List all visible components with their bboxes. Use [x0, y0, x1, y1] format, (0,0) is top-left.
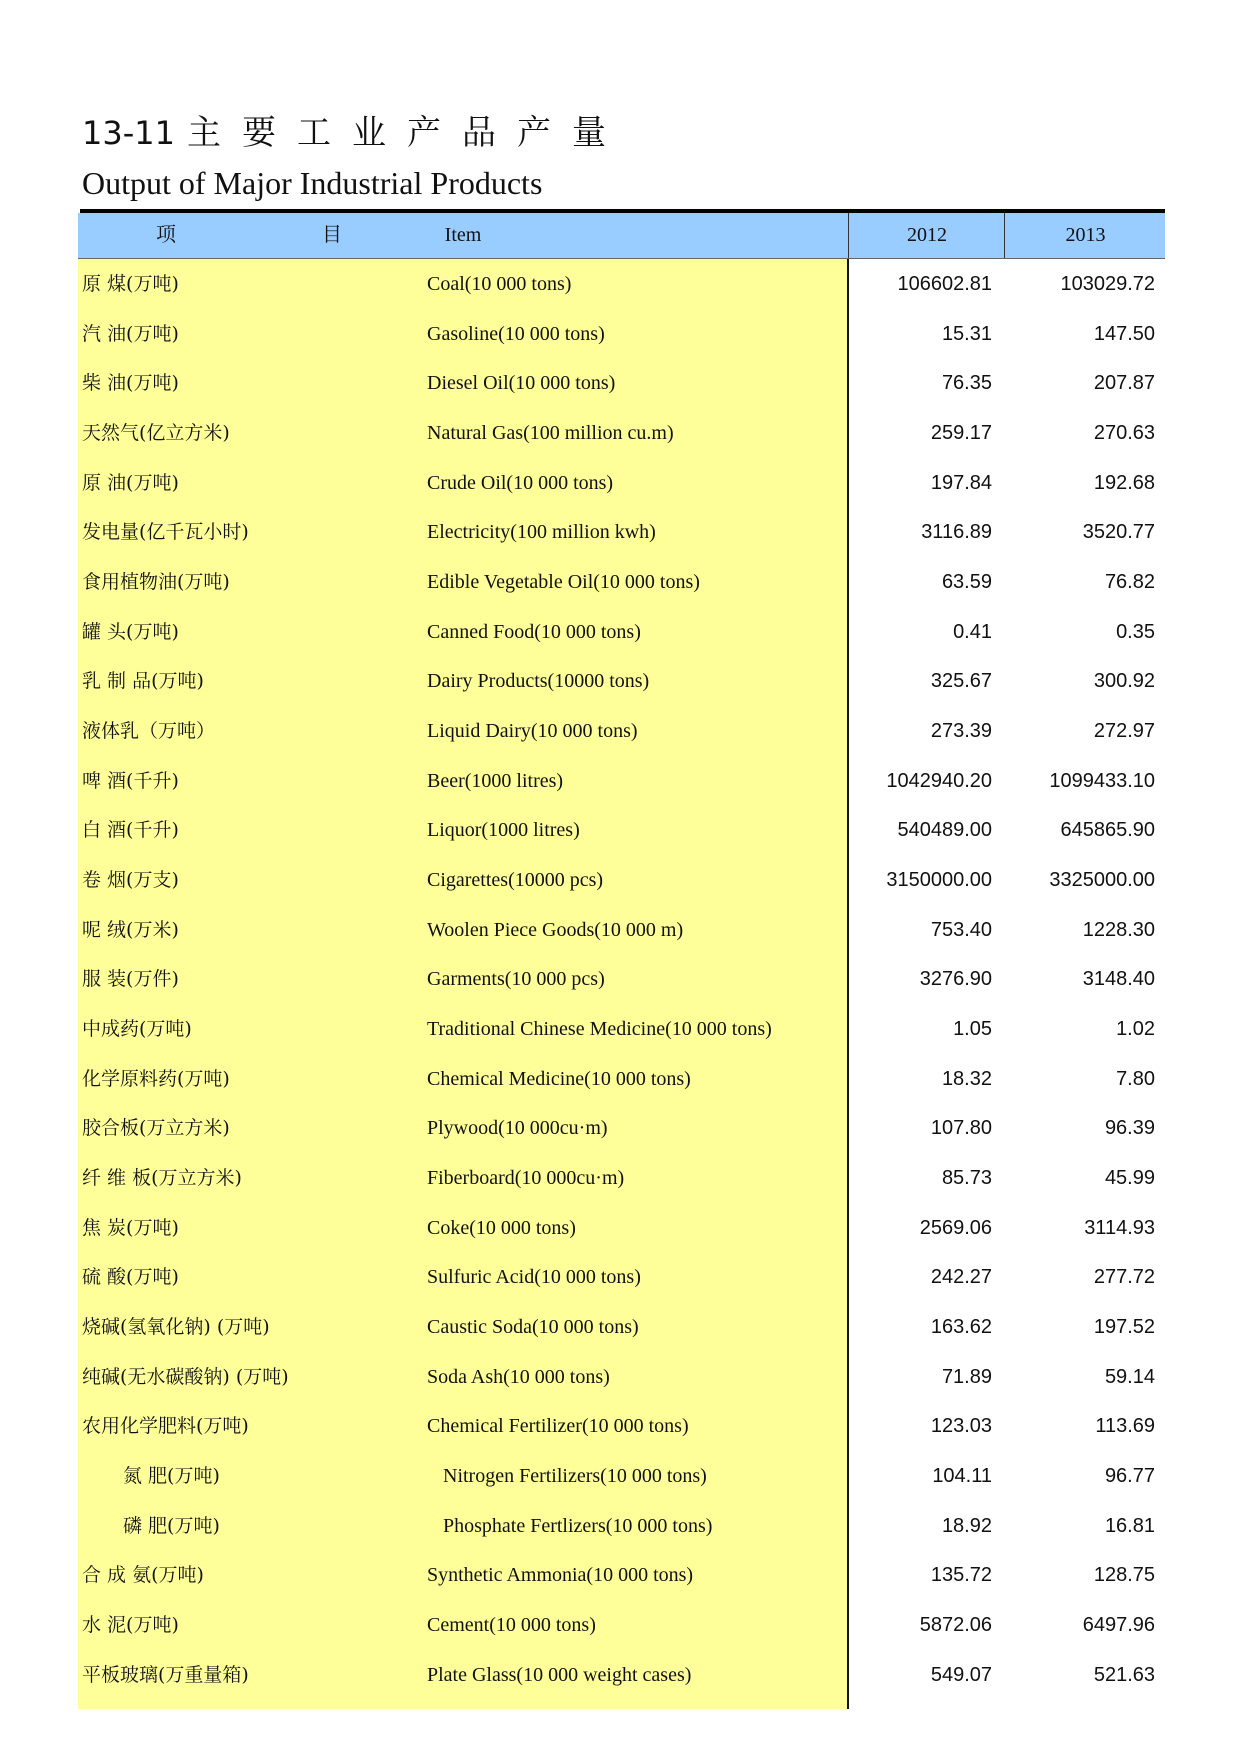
- row-value-2013: 96.77: [1104, 1465, 1155, 1488]
- row-item-chinese: 原 煤(万吨): [82, 273, 179, 295]
- table-row: [0, 1203, 1240, 1253]
- row-value-2013: 1228.30: [1082, 918, 1155, 941]
- row-item-english: Cement(10 000 tons): [427, 1614, 596, 1637]
- row-item-english: Soda Ash(10 000 tons): [427, 1365, 610, 1388]
- row-item-english: Liquor(1000 litres): [427, 819, 580, 842]
- table-row: [0, 1650, 1240, 1700]
- row-item-chinese: 烧碱(氢氧化钠) (万吨): [82, 1316, 270, 1339]
- row-item-chinese: 农用化学肥料(万吨): [82, 1415, 249, 1438]
- row-item-english: Caustic Soda(10 000 tons): [427, 1316, 639, 1339]
- row-item-english: Beer(1000 litres): [427, 769, 564, 792]
- table-row: [0, 259, 1240, 309]
- row-value-2012: 71.89: [941, 1365, 992, 1388]
- table-row: [0, 1352, 1240, 1402]
- row-value-2012: 135.72: [930, 1564, 992, 1587]
- row-value-2012: 1042940.20: [886, 769, 992, 792]
- header-year-2013: 2013: [1004, 213, 1166, 258]
- row-item-chinese: 纤 维 板(万立方米): [82, 1167, 242, 1190]
- row-item-chinese: 合 成 氨(万吨): [82, 1564, 204, 1587]
- row-value-2013: 3325000.00: [1049, 869, 1155, 892]
- table-title-english: Output of Major Industrial Products: [82, 165, 543, 201]
- row-value-2013: 3520.77: [1082, 521, 1155, 544]
- row-value-2012: 273.39: [930, 720, 992, 743]
- table-row: [0, 458, 1240, 508]
- row-value-2013: 521.63: [1093, 1663, 1155, 1686]
- row-item-english: Fiberboard(10 000cu·m): [427, 1167, 625, 1190]
- row-value-2013: 3114.93: [1084, 1216, 1155, 1239]
- table-row: [0, 706, 1240, 756]
- row-item-english: Diesel Oil(10 000 tons): [427, 372, 616, 395]
- row-value-2012: 76.35: [941, 372, 992, 395]
- table-row: [0, 1550, 1240, 1600]
- row-item-chinese: 中成药(万吨): [82, 1018, 192, 1041]
- row-value-2012: 1.05: [953, 1018, 992, 1041]
- table-row: [0, 1054, 1240, 1104]
- row-item-english: Cigarettes(10000 pcs): [427, 869, 604, 892]
- table-row: [0, 1004, 1240, 1054]
- row-value-2012: 325.67: [930, 670, 992, 693]
- row-value-2013: 96.39: [1104, 1117, 1155, 1140]
- row-item-chinese: 原 油(万吨): [82, 471, 179, 494]
- row-item-chinese: 纯碱(无水碳酸钠) (万吨): [82, 1365, 289, 1388]
- table-row: [0, 1401, 1240, 1451]
- table-row: [0, 756, 1240, 806]
- row-item-english: Sulfuric Acid(10 000 tons): [427, 1266, 641, 1289]
- row-value-2012: 3116.89: [921, 521, 992, 544]
- row-item-chinese: 呢 绒(万米): [82, 918, 179, 941]
- row-item-english: Garments(10 000 pcs): [427, 968, 605, 991]
- row-item-chinese: 啤 酒(千升): [82, 769, 179, 792]
- row-value-2012: 3276.90: [919, 968, 992, 991]
- row-value-2012: 540489.00: [897, 819, 992, 842]
- table-row: [0, 1302, 1240, 1352]
- row-item-english: Woolen Piece Goods(10 000 m): [427, 918, 684, 941]
- row-item-english: Plywood(10 000cu·m): [427, 1117, 608, 1140]
- row-value-2012: 753.40: [930, 918, 992, 941]
- row-value-2012: 123.03: [930, 1415, 992, 1438]
- row-value-2012: 107.80: [930, 1117, 992, 1140]
- table-row: [0, 1103, 1240, 1153]
- row-item-chinese: 服 装(万件): [82, 968, 179, 991]
- table-row: [0, 855, 1240, 905]
- table-row: [0, 358, 1240, 408]
- row-value-2012: 197.84: [930, 471, 992, 494]
- table-row: [0, 1600, 1240, 1650]
- row-value-2013: 3148.40: [1082, 968, 1155, 991]
- row-value-2013: 1099433.10: [1049, 769, 1155, 792]
- row-value-2012: 18.92: [941, 1514, 992, 1537]
- row-item-english: Natural Gas(100 million cu.m): [427, 422, 674, 444]
- row-item-chinese: 卷 烟(万支): [82, 869, 179, 892]
- header-item-cn-1: 项: [156, 224, 176, 246]
- row-value-2013: 59.14: [1104, 1365, 1155, 1388]
- row-value-2012: 18.32: [941, 1067, 992, 1090]
- row-item-chinese: 胶合板(万立方米): [82, 1117, 230, 1140]
- row-item-english: Synthetic Ammonia(10 000 tons): [427, 1564, 694, 1587]
- row-value-2013: 1.02: [1116, 1018, 1155, 1041]
- row-item-chinese: 白 酒(千升): [82, 819, 179, 842]
- row-item-english: Plate Glass(10 000 weight cases): [427, 1663, 692, 1686]
- row-item-chinese: 氮 肥(万吨): [123, 1465, 220, 1488]
- table-row: [0, 1451, 1240, 1501]
- table-row: [0, 408, 1240, 458]
- row-value-2013: 16.81: [1104, 1514, 1155, 1537]
- row-item-english: Coal(10 000 tons): [427, 273, 572, 295]
- row-item-chinese: 化学原料药(万吨): [82, 1067, 230, 1090]
- row-item-chinese: 硫 酸(万吨): [82, 1266, 179, 1289]
- row-item-chinese: 平板玻璃(万重量箱): [82, 1663, 249, 1686]
- row-value-2013: 197.52: [1093, 1316, 1155, 1339]
- row-item-english: Gasoline(10 000 tons): [427, 322, 605, 345]
- table-row: [0, 557, 1240, 607]
- row-value-2013: 113.69: [1095, 1415, 1155, 1438]
- row-value-2012: 3150000.00: [886, 869, 992, 892]
- row-value-2013: 272.97: [1093, 720, 1155, 743]
- row-value-2012: 85.73: [941, 1167, 992, 1190]
- row-value-2012: 15.31: [941, 322, 992, 345]
- header-year-2012: 2012: [848, 213, 1005, 258]
- table-row: [0, 805, 1240, 855]
- row-item-chinese: 天然气(亿立方米): [82, 422, 230, 444]
- row-value-2013: 128.75: [1093, 1564, 1155, 1587]
- row-item-chinese: 发电量(亿千瓦小时): [82, 521, 249, 544]
- row-value-2013: 270.63: [1093, 422, 1155, 444]
- row-value-2013: 277.72: [1093, 1266, 1155, 1289]
- row-item-chinese: 磷 肥(万吨): [123, 1514, 220, 1537]
- row-item-english: Electricity(100 million kwh): [427, 521, 656, 544]
- row-item-chinese: 食用植物油(万吨): [82, 571, 230, 594]
- row-value-2012: 163.62: [930, 1316, 992, 1339]
- table-row: [0, 1501, 1240, 1551]
- header-item-en: Item: [444, 224, 482, 246]
- row-value-2013: 147.50: [1093, 322, 1155, 345]
- row-item-english: Edible Vegetable Oil(10 000 tons): [427, 571, 700, 594]
- row-item-english: Liquid Dairy(10 000 tons): [427, 720, 638, 743]
- table-title-chinese: [82, 108, 627, 158]
- row-value-2012: 2569.06: [919, 1216, 992, 1239]
- row-item-chinese: 柴 油(万吨): [82, 372, 179, 395]
- table-row: [0, 607, 1240, 657]
- row-value-2013: 300.92: [1093, 670, 1155, 693]
- row-value-2012: 242.27: [930, 1266, 992, 1289]
- row-item-english: Chemical Medicine(10 000 tons): [427, 1067, 691, 1090]
- row-value-2012: 63.59: [941, 571, 992, 594]
- table-row: [0, 656, 1240, 706]
- row-value-2013: 645865.90: [1060, 819, 1155, 842]
- row-value-2012: 5872.06: [919, 1614, 992, 1637]
- table-row: [0, 1153, 1240, 1203]
- row-item-chinese: 罐 头(万吨): [82, 620, 179, 643]
- row-item-chinese: 水 泥(万吨): [82, 1614, 179, 1637]
- row-value-2012: 106602.81: [897, 273, 992, 295]
- row-item-english: Coke(10 000 tons): [427, 1216, 576, 1239]
- row-value-2013: 76.82: [1104, 571, 1155, 594]
- table-number: 13-11: [82, 114, 175, 152]
- row-item-chinese: 汽 油(万吨): [82, 322, 179, 345]
- row-value-2013: 103029.72: [1060, 273, 1155, 295]
- row-item-chinese: 液体乳（万吨）: [82, 720, 216, 743]
- row-value-2013: 6497.96: [1082, 1614, 1155, 1637]
- table-row: [0, 507, 1240, 557]
- table-row: [0, 1252, 1240, 1302]
- row-value-2012: 549.07: [930, 1663, 992, 1686]
- row-value-2013: 207.87: [1093, 372, 1155, 395]
- row-item-english: Traditional Chinese Medicine(10 000 tons): [427, 1018, 772, 1041]
- row-value-2013: 0.35: [1116, 620, 1155, 643]
- row-item-english: Canned Food(10 000 tons): [427, 620, 641, 643]
- row-value-2012: 104.11: [932, 1465, 992, 1488]
- row-value-2013: 7.80: [1116, 1067, 1155, 1090]
- table-row: [0, 954, 1240, 1004]
- table-header: [78, 213, 1165, 259]
- header-item-cn-2: 目: [322, 224, 342, 246]
- row-item-english: Crude Oil(10 000 tons): [427, 471, 614, 494]
- row-value-2012: 259.17: [930, 422, 992, 444]
- table-row: [0, 905, 1240, 955]
- row-item-english: Chemical Fertilizer(10 000 tons): [427, 1415, 689, 1438]
- row-item-english: Dairy Products(10000 tons): [427, 670, 650, 693]
- row-value-2012: 0.41: [953, 620, 992, 643]
- row-value-2013: 45.99: [1104, 1167, 1155, 1190]
- row-item-english: Phosphate Fertlizers(10 000 tons): [443, 1514, 713, 1537]
- row-value-2013: 192.68: [1093, 471, 1155, 494]
- table-row: [0, 309, 1240, 359]
- row-item-english: Nitrogen Fertilizers(10 000 tons): [443, 1465, 707, 1488]
- title-chinese-text: 主要工业产品产量: [186, 113, 627, 153]
- row-item-chinese: 乳 制 品(万吨): [82, 670, 204, 693]
- row-item-chinese: 焦 炭(万吨): [82, 1216, 179, 1239]
